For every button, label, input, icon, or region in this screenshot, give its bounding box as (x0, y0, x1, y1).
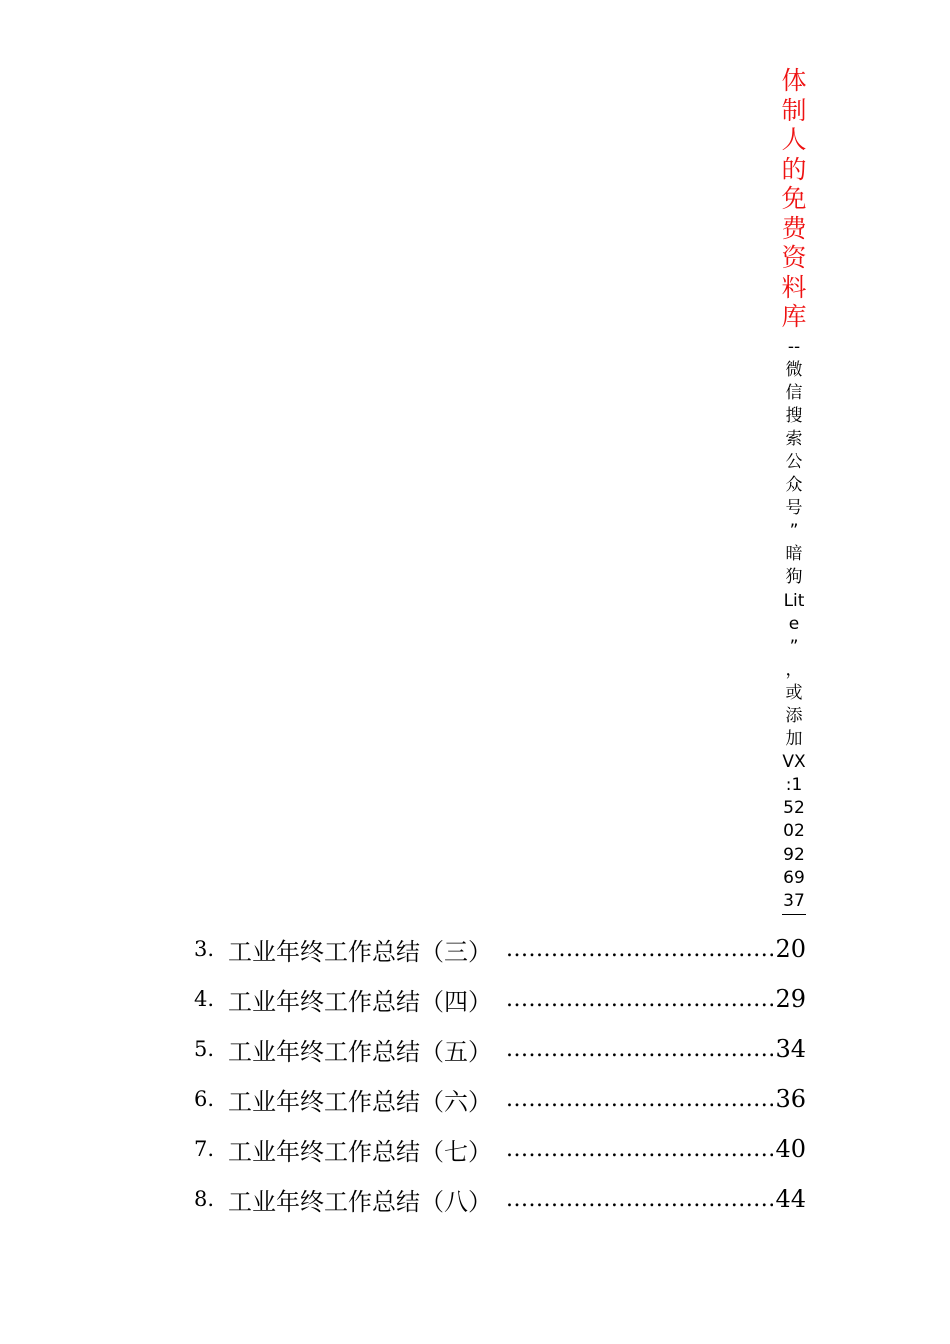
watermark-segment: ” (789, 521, 799, 542)
watermark-underline (782, 914, 806, 915)
watermark-segment: Lit (783, 590, 805, 611)
watermark-segment: 52 (783, 798, 805, 819)
watermark-red-char: 体 (781, 66, 807, 95)
watermark-red-char: 资 (781, 243, 807, 272)
toc-entry[interactable] (194, 1074, 806, 1124)
watermark-segment: ” (789, 636, 799, 657)
toc-entry[interactable] (194, 1174, 806, 1224)
watermark-segment: 或 (785, 682, 803, 703)
toc-entry-title: 工业年终工作总结（六） (228, 1087, 492, 1116)
watermark-segment: 添 (785, 706, 803, 726)
toc-entry-number: 4. (194, 987, 215, 1011)
toc-entry[interactable] (194, 1124, 806, 1174)
toc-entry[interactable] (194, 974, 806, 1024)
watermark-segment: 搜 (785, 405, 803, 426)
toc-entry-title: 工业年终工作总结（三） (228, 937, 492, 966)
toc-dot-leader (506, 937, 773, 962)
watermark-segment: -- (787, 336, 801, 357)
toc-entry[interactable] (194, 924, 806, 974)
toc-entry-page: 36 (775, 1085, 806, 1113)
watermark-segment: ， (785, 659, 803, 680)
toc-entry-number: 6. (194, 1087, 215, 1111)
watermark-segment: 众 (785, 475, 803, 496)
toc-entry[interactable] (194, 1024, 806, 1074)
watermark-segment: 狗 (785, 567, 803, 588)
watermark-column (776, 66, 812, 915)
watermark-red-char: 料 (781, 272, 807, 302)
toc-entry-title: 工业年终工作总结（八） (228, 1187, 492, 1216)
watermark-segment: 信 (785, 382, 803, 403)
toc-entry-number: 8. (194, 1187, 215, 1211)
watermark-segment: 02 (783, 821, 805, 842)
watermark-red-text (776, 66, 812, 332)
watermark-segment: 号 (785, 498, 803, 519)
toc-entry-page: 40 (775, 1135, 806, 1163)
watermark-segment: 暗 (785, 544, 803, 565)
toc-entry-title: 工业年终工作总结（五） (228, 1037, 492, 1066)
watermark-segment: 37 (783, 890, 805, 911)
watermark-segment: 69 (783, 867, 805, 888)
watermark-red-char: 费 (781, 213, 807, 243)
watermark-red-char: 制 (781, 95, 807, 125)
watermark-segment: VX (782, 752, 806, 773)
toc-entry-number: 3. (194, 937, 215, 961)
toc-entry-page: 44 (775, 1185, 806, 1213)
toc-dot-leader (506, 1137, 773, 1162)
watermark-segment: 92 (783, 844, 805, 865)
toc-entry-number: 7. (194, 1137, 215, 1161)
watermark-segment: 公 (785, 451, 803, 472)
toc-entry-number: 5. (194, 1037, 215, 1061)
toc-dot-leader (506, 987, 773, 1012)
watermark-red-char: 免 (781, 184, 807, 213)
watermark-red-char: 人 (781, 125, 807, 154)
toc-entry-page: 34 (775, 1035, 806, 1063)
watermark-segment: 索 (785, 428, 803, 449)
toc-dot-leader (506, 1087, 773, 1112)
toc-entry-page: 20 (775, 935, 806, 963)
toc-dot-leader (506, 1187, 773, 1212)
watermark-segment: 加 (785, 729, 803, 750)
toc-entry-title: 工业年终工作总结（四） (228, 987, 492, 1016)
watermark-red-char: 的 (781, 154, 807, 184)
watermark-segment: :1 (785, 775, 803, 796)
toc-entry-page: 29 (775, 985, 806, 1013)
watermark-contact-text (776, 336, 812, 913)
watermark-segment: e (788, 613, 800, 634)
watermark-segment: 微 (785, 359, 803, 380)
toc-dot-leader (506, 1037, 773, 1062)
toc-entry-title: 工业年终工作总结（七） (228, 1137, 492, 1166)
table-of-contents (194, 924, 806, 1224)
watermark-red-char: 库 (781, 302, 807, 331)
